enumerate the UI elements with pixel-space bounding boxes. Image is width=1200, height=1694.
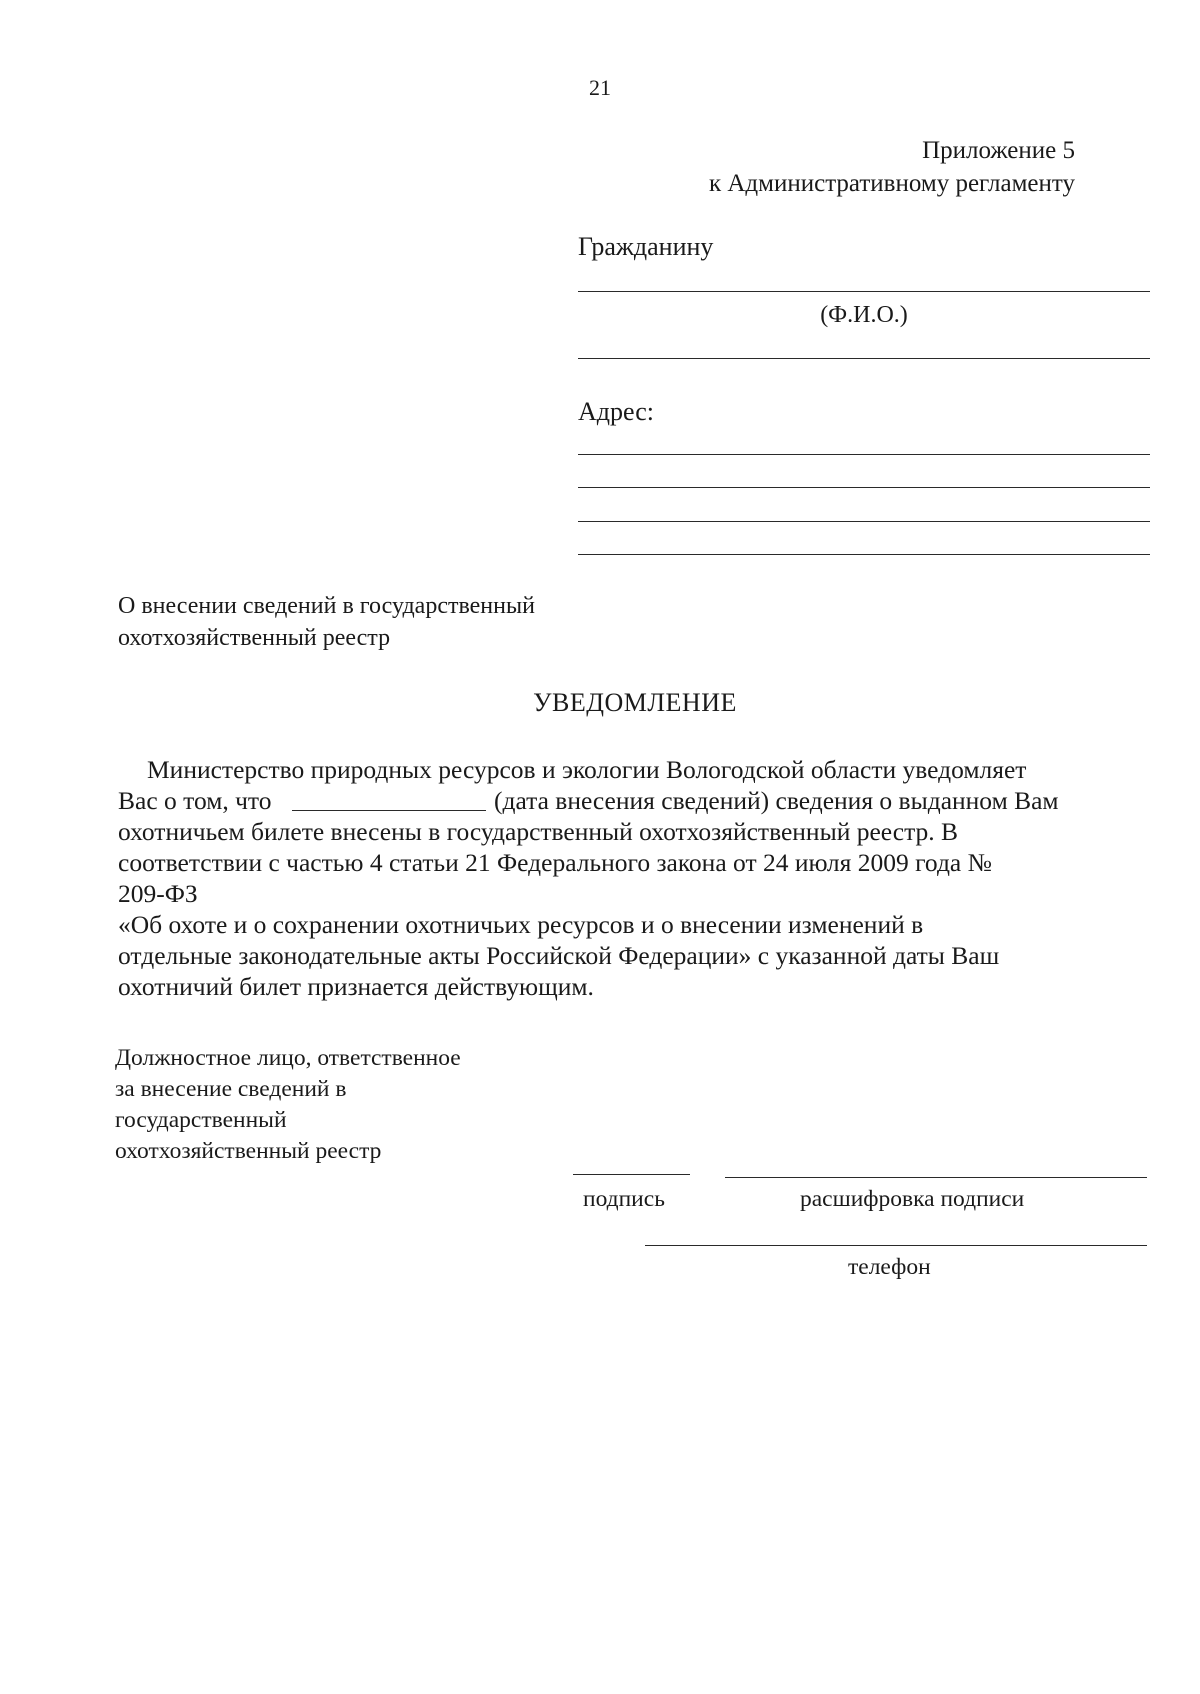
notice-title: УВЕДОМЛЕНИЕ: [533, 688, 737, 717]
body-line-3: охотничьем билете внесены в государственный охотхозяйственный реестр. В: [118, 817, 959, 846]
signature-decryption-line: [725, 1177, 1147, 1178]
fio-blank-line-2: [578, 358, 1150, 359]
address-blank-line-4: [578, 554, 1150, 555]
fio-caption: (Ф.И.О.): [820, 302, 908, 328]
body-line-2-end: (дата внесения сведений) сведения о выданном Вам: [494, 786, 1059, 815]
body-line-7: отдельные законодательные акты Российской Федерации» с указанной даты Ваш: [118, 941, 1000, 970]
body-line-6: «Об охоте и о сохранении охотничьих ресурсов и о внесении изменений в: [118, 910, 924, 939]
address-blank-line-1: [578, 454, 1150, 455]
official-line-1: Должностное лицо, ответственное: [115, 1045, 461, 1071]
body-line-4: соответствии с частью 4 статьи 21 Федерального закона от 24 июля 2009 года №: [118, 848, 992, 877]
phone-caption: телефон: [848, 1254, 931, 1280]
phone-line: [645, 1245, 1147, 1246]
appendix-title: Приложение 5: [922, 137, 1075, 164]
signature-caption: подпись: [583, 1186, 665, 1212]
address-label: Адрес:: [578, 397, 654, 426]
address-blank-line-3: [578, 521, 1150, 522]
citizen-label: Гражданину: [578, 232, 714, 261]
official-line-3: государственный: [115, 1107, 287, 1133]
subject-line-1: О внесении сведений в государственный: [118, 593, 535, 619]
official-line-2: за внесение сведений в: [115, 1076, 347, 1102]
signature-line: [573, 1174, 690, 1175]
official-line-4: охотхозяйственный реестр: [115, 1138, 382, 1164]
appendix-subtitle: к Административному регламенту: [708, 170, 1075, 197]
fio-blank-line: [578, 291, 1150, 292]
date-blank-line: [292, 810, 486, 811]
decryption-caption: расшифровка подписи: [800, 1186, 1025, 1212]
body-line-8: охотничий билет признается действующим.: [118, 972, 594, 1001]
body-line-2-start: Вас о том, что: [118, 786, 272, 815]
page-number: 21: [589, 75, 611, 100]
subject-line-2: охотхозяйственный реестр: [118, 625, 391, 651]
body-line-5: 209-ФЗ: [118, 879, 198, 908]
address-blank-line-2: [578, 487, 1150, 488]
body-line-1: Министерство природных ресурсов и экологии Вологодской области уведомляет: [147, 755, 1027, 784]
